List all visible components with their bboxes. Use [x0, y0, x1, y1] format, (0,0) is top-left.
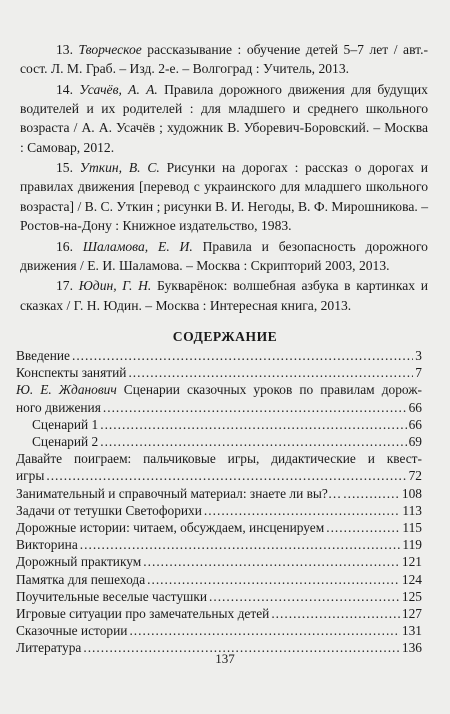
toc-entry[interactable]: ного движения ..... 66 — [16, 399, 422, 416]
toc-entry[interactable]: Памятка для пешехода ..... 124 — [16, 571, 422, 588]
toc-entry[interactable]: Сценарий 2 ..... 69 — [16, 433, 422, 450]
toc-entry[interactable]: Дорожный практикум ..... 121 — [16, 553, 422, 570]
page-number: 137 — [215, 651, 235, 666]
toc-entry[interactable]: Введение ..... 3 — [16, 347, 422, 364]
toc-entry[interactable]: Литература ..... 136 — [16, 639, 422, 656]
toc-entry[interactable]: Задачи от тетушки Светофорихи ..... 113 — [16, 502, 422, 519]
toc-entry[interactable]: игры ..... 72 — [16, 467, 422, 484]
toc-entry[interactable]: Занимательный и справочный материал: знаете ли вы?… ..... 108 — [16, 485, 422, 502]
toc-entry[interactable]: Сказочные истории ..... 131 — [16, 622, 422, 639]
toc-entry[interactable]: Викторина ..... 119 — [16, 536, 422, 553]
bibliography-list — [20, 40, 428, 316]
bibliography-entry: 13. Творческое рассказывание : обучение детей 5–7 лет / авт.-сост. Л. М. Граб. – Изд. 2-е. – Волгоград : Учитель, 2013. — [20, 42, 428, 77]
bibliography-entry: 15. Уткин, В. С. Рисунки на дорогах : рассказ о дорогах и правилах движения [перевод с украинского для младшего школьного возраста] / В. С. Уткин ; рисунки В. И. Негоды, В. Ф. Мирошникова. – Ростов-на-Дону : Книжное издательство, 1983. — [20, 160, 428, 233]
table-of-contents — [16, 347, 422, 657]
toc-heading: СОДЕРЖАНИЕ — [172, 329, 278, 344]
toc-entry-line[interactable]: Ю. Е. Жданович Сценарии сказочных уроков по правилам дорож- — [16, 382, 422, 398]
toc-entry[interactable]: Конспекты занятий ..... 7 — [16, 364, 422, 381]
toc-entry-line[interactable]: Давайте поиграем: пальчиковые игры, дидактические и квест- — [16, 451, 422, 467]
bibliography-entry: 16. Шаламова, Е. И. Правила и безопасность дорожного движения / Е. И. Шаламова. – Москва : Скрипторий 2003, 2013. — [20, 238, 428, 273]
bibliography-entry: 14. Усачёв, А. А. Правила дорожного движения для будущих водителей и их родителей : для младшего и среднего школьного возраста / А. А. Усачёв ; художник В. Уборевич-Боровский. – Москва : Самовар, 2012. — [20, 81, 428, 155]
toc-entry[interactable]: Игровые ситуации про замечательных детей ..... 127 — [16, 605, 422, 622]
bibliography-entry: 17. Юдин, Г. Н. Букварёнок: волшебная азбука в картинках и сказках / Г. Н. Юдин. – Москва : Интересная книга, 2013. — [20, 278, 429, 313]
toc-entry[interactable]: Сценарий 1 ..... 66 — [16, 416, 422, 433]
toc-entry[interactable]: Поучительные веселые частушки ..... 125 — [16, 588, 422, 605]
toc-entry[interactable]: Дорожные истории: читаем, обсуждаем, инсценируем ..... 115 — [16, 519, 422, 536]
